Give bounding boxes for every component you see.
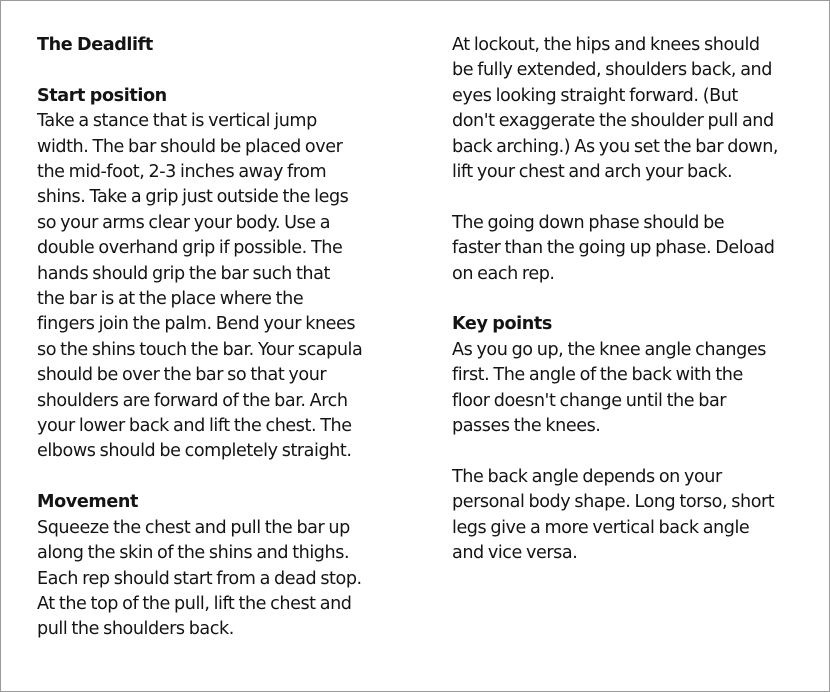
text-line: back arching.) As you set the bar down, <box>452 136 779 157</box>
document-title: The Deadlift <box>37 35 153 55</box>
text-line: elbows should be completely straight. <box>37 441 352 462</box>
text-line: shins. Take a grip just outside the legs <box>37 187 349 208</box>
text-line: width. The bar should be placed over <box>37 136 343 157</box>
text-line: the bar is at the place where the <box>37 289 304 310</box>
text-line: hands should grip the bar such that <box>37 263 330 284</box>
movement-paragraph-part-2 <box>452 33 814 185</box>
text-line: Take a stance that is vertical jump <box>37 111 317 132</box>
text-line: eyes looking straight forward. (But <box>452 85 738 106</box>
key-points-paragraph-2 <box>452 465 814 567</box>
text-line: Squeeze the chest and pull the bar up <box>37 517 350 538</box>
section-heading-key-points: Key points <box>452 314 552 335</box>
text-line: shoulders are forward of the bar. Arch <box>37 390 348 411</box>
text-line: the mid-foot, 2-3 inches away from <box>37 162 327 183</box>
text-line: At the top of the pull, lift the chest and <box>37 593 352 614</box>
text-line: your lower back and lift the chest. The <box>37 416 352 437</box>
text-line: should be over the bar so that your <box>37 365 327 386</box>
text-line: Each rep should start from a dead stop. <box>37 568 362 589</box>
text-line: personal body shape. Long torso, short <box>452 492 775 513</box>
text-line: floor doesn't change until the bar <box>452 390 727 411</box>
text-line: so the shins touch the bar. Your scapula <box>37 339 363 360</box>
text-line: fingers join the palm. Bend your knees <box>37 314 356 335</box>
text-line: be fully extended, shoulders back, and <box>452 60 772 81</box>
text-line: lift your chest and arch your back. <box>452 162 733 183</box>
start-position-paragraph <box>37 109 417 465</box>
text-line: don't exaggerate the shoulder pull and <box>452 111 774 132</box>
text-line: pull the shoulders back. <box>37 619 234 640</box>
section-heading-movement: Movement <box>37 492 138 513</box>
text-line: faster than the going up phase. Deload <box>452 238 775 259</box>
text-line: passes the knees. <box>452 416 601 437</box>
key-points-paragraph-1 <box>452 338 814 440</box>
text-line: first. The angle of the back with the <box>452 365 743 386</box>
left-column <box>37 33 417 643</box>
text-line: on each rep. <box>452 263 555 284</box>
right-column <box>452 33 814 566</box>
text-line: legs give a more vertical back angle <box>452 517 750 538</box>
text-line: The going down phase should be <box>452 212 725 233</box>
text-line: double overhand grip if possible. The <box>37 238 343 259</box>
text-line: At lockout, the hips and knees should <box>452 35 760 55</box>
text-line: and vice versa. <box>452 543 578 564</box>
section-heading-start-position: Start position <box>37 85 167 106</box>
text-line: The back angle depends on your <box>452 466 722 487</box>
movement-deload-paragraph <box>452 211 814 287</box>
movement-paragraph-part-1 <box>37 516 417 643</box>
text-line: so your arms clear your body. Use a <box>37 212 331 233</box>
text-line: along the skin of the shins and thighs. <box>37 543 350 564</box>
text-line: As you go up, the knee angle changes <box>452 339 766 360</box>
